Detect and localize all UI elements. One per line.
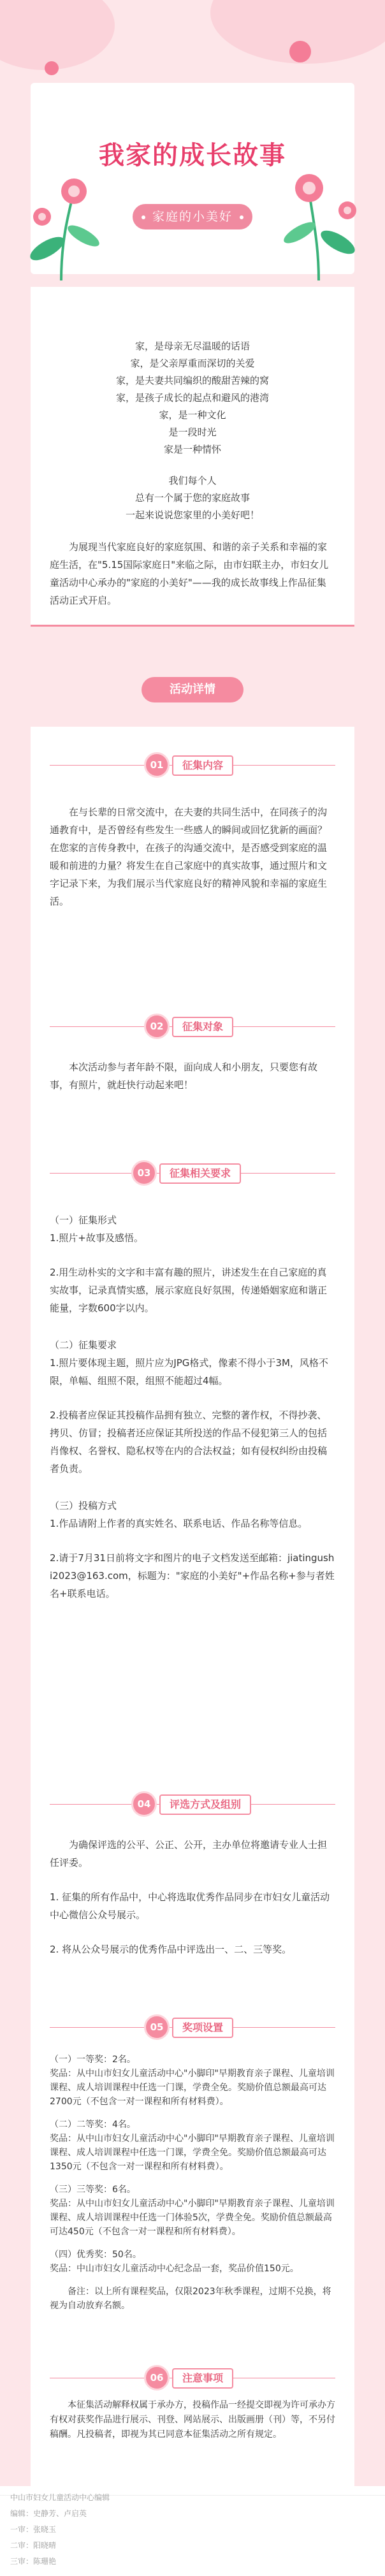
- poem-line: 一起来说说您家里的小美好吧！: [125, 509, 259, 521]
- intro-paragraph: 为展现当代家庭良好的家庭氛围、和谐的亲子关系和幸福的家庭生活，在"5.15国际家庭日"来临之际，由市妇联主办，市妇女儿童活动中心承办的"家庭的小美好"——我的成长故事线上作品征集活动正式开启。: [50, 541, 329, 606]
- section-label: 奖项设置: [172, 2018, 233, 2038]
- divider: [31, 625, 354, 627]
- section-02-card: [31, 1001, 354, 1147]
- text-block: 2.用生动朴实的文字和丰富有趣的照片，讲述发生在自己家庭的真实故事，记录真情实感，展示家庭良好氛围，传递婚姻家庭和谐正能量，字数600字以内。: [50, 1267, 328, 1314]
- text-block: 2.请于7月31日前将文字和图片的电子文档发送至邮箱：jiatingushi2023@163.com，标题为："家庭的小美好"+作品名称+参与者姓名+联系电话。: [50, 1552, 335, 1599]
- section-label: 评选方式及组别: [159, 1794, 251, 1815]
- section-header: [31, 1791, 354, 1817]
- section-header: [31, 1160, 354, 1186]
- text-block: 为确保评选的公平、公正、公开，主办单位将邀请专业人士担任评委。: [50, 1839, 328, 1868]
- poem-line: 家是一种情怀: [163, 444, 221, 455]
- subtitle-pill: [131, 203, 254, 231]
- prize-note: 备注：以上所有课程奖品，仅限2023年秋季课程，过期不兑换，将视为自动放弃名额。: [50, 2287, 331, 2311]
- section-label: 征集相关要求: [159, 1163, 241, 1184]
- flower-right-icon: [274, 159, 363, 280]
- section-number: 01: [144, 752, 170, 778]
- prize-detail: 奖品：从中山市妇女儿童活动中心"小脚印"早期教育亲子课程、儿童培训课程、成人培训课程中任选一门体验5次，学费全免。奖励价值总额最高可达450元（不包含一对一课程和所有材料费）。: [50, 2199, 335, 2237]
- text-block: 2.投稿者应保证其投稿作品拥有独立、完整的著作权，不得抄袭、拷贝、仿冒；投稿者还应保证其所投送的作品不侵犯第三人的包括肖像权、名誉权、隐私权等在内的合法权益；如有侵权纠纷由投稿者负责。: [50, 1409, 328, 1474]
- footer-line: 编辑：史静芳、卢启英: [10, 2509, 87, 2518]
- section-header: [31, 752, 354, 778]
- footer: [0, 2486, 385, 2576]
- prize-heading: （一）一等奖：2名。: [50, 2055, 136, 2065]
- section-body: [50, 2053, 335, 2313]
- section-03-card: [31, 1147, 354, 1779]
- intro-card: [31, 287, 354, 625]
- decor-dot: [45, 61, 59, 75]
- section-header: [31, 2365, 354, 2390]
- section-number: 05: [144, 2014, 170, 2040]
- prize-detail: 奖品：从中山市妇女儿童活动中心"小脚印"早期教育亲子课程、儿童培训课程、成人培训课程中任选一门课，学费全免。奖励价值总额最高可达1350元（不包含一对一课程和所有材料费）。: [50, 2134, 335, 2172]
- decor-blob: [0, 0, 115, 70]
- section-05-card: [31, 2002, 354, 2359]
- poem-line: 家，是孩子成长的起点和避风的港湾: [115, 392, 269, 404]
- dot-icon: [240, 215, 243, 219]
- section-body: [50, 1836, 335, 1958]
- section-01-card: [31, 727, 354, 1001]
- section-number: 02: [144, 1014, 170, 1039]
- footer-line: 三审：陈珊艳: [10, 2557, 57, 2566]
- poem-line: 家，是夫妻共同编织的酸甜苦辣的窝: [115, 375, 269, 386]
- footer-line: 二审：阳晓晴: [10, 2541, 57, 2550]
- sub-heading: （一）征集形式: [50, 1214, 117, 1226]
- section-04-card: [31, 1779, 354, 2002]
- section-body: 在与长辈的日常交流中，在夫妻的共同生活中，在同孩子的沟通教育中，是否曾经有些发生一些感人的瞬间或回忆犹新的画面？在您家的言传身教中，在孩子的沟通交流中，是否感受到家庭的温暖和前进的力量？将发生在自己家庭中的真实故事，通过照片和文字记录下来，为我们展示当代家庭良好的精神风貌和幸福的家庭生活。: [50, 806, 328, 907]
- prize-heading: （二）二等奖：4名。: [50, 2120, 136, 2130]
- poem-line: 家，是一种文化: [159, 409, 226, 421]
- prize-detail: 奖品：从中山市妇女儿童活动中心"小脚印"早期教育亲子课程、儿童培训课程、成人培训课程中任选一门课，学费全免。奖励价值总额最高可达2700元（不包含一对一课程和所有材料费）。: [50, 2069, 335, 2107]
- poem-line: 我们每个人: [168, 475, 217, 486]
- poem-line: 总有一个属于您的家庭故事: [134, 492, 250, 504]
- poem-line: 家，是父亲厚重而深切的关爱: [130, 358, 255, 369]
- footer-credits: [10, 2490, 110, 2570]
- decor-dot: [289, 41, 311, 62]
- section-label: 征集对象: [172, 1017, 233, 1037]
- prize-detail: 奖品：中山市妇女儿童活动中心纪念品一套，奖品价值150元。: [50, 2264, 299, 2274]
- section-body: 本征集活动解释权属于承办方，投稿作品一经提交即视为许可承办方有权对获奖作品进行展示、刊登、网站展示、出版画册（刊）等，不另付稿酬。凡投稿者，即视为其已同意本征集活动之所有规定。: [50, 2400, 335, 2440]
- flower-left-icon: [23, 166, 112, 280]
- sub-heading: （三）投稿方式: [50, 1500, 117, 1511]
- section-header: [31, 2014, 354, 2040]
- text-block: 2. 将从公众号展示的优秀作品中评选出一、二、三等奖。: [50, 1944, 292, 1955]
- poem-line: 是一段时光: [168, 426, 217, 438]
- section-number: 03: [131, 1160, 157, 1186]
- subtitle-text: 家庭的小美好: [152, 210, 233, 224]
- section-number: 04: [131, 1791, 157, 1817]
- header-banner: [0, 0, 385, 287]
- activity-details-banner: [142, 677, 243, 702]
- prize-heading: （三）三等奖：6名。: [50, 2185, 136, 2195]
- section-body: [50, 1211, 335, 1603]
- sub-heading: （二）征集要求: [50, 1339, 117, 1351]
- page-title: 我家的成长故事: [99, 141, 286, 170]
- section-body: 本次活动参与者年龄不限，面向成人和小朋友，只要您有故事，有照片，就赶快行动起来吧！: [50, 1061, 318, 1091]
- section-label: 注意事项: [172, 2368, 233, 2389]
- text-block: 1.照片要体现主题，照片应为JPG格式，像素不得小于3M，风格不限，单幅、组照不限，组照不能超过4幅。: [50, 1357, 328, 1386]
- poem-line: 家，是母亲无尽温暖的话语: [134, 340, 250, 352]
- section-number: 06: [144, 2365, 170, 2390]
- section-06-card: [31, 2359, 354, 2486]
- footer-line: 一审：张晓玉: [10, 2525, 57, 2534]
- poem: [50, 338, 335, 524]
- section-header: [31, 1014, 354, 1039]
- activity-banner-label: 活动详情: [170, 683, 215, 696]
- prize-heading: （四）优秀奖：50名。: [50, 2250, 142, 2260]
- text-block: 1.照片+故事及感悟。: [50, 1232, 143, 1244]
- text-block: 1. 征集的所有作品中，中心将选取优秀作品同步在市妇女儿童活动中心微信公众号展示。: [50, 1891, 330, 1921]
- text-block: 1.作品请附上作者的真实姓名、联系电话、作品名称等信息。: [50, 1518, 308, 1529]
- footer-line: 中山市妇女儿童活动中心编辑: [10, 2493, 110, 2502]
- section-label: 征集内容: [172, 755, 233, 776]
- dot-icon: [142, 215, 145, 219]
